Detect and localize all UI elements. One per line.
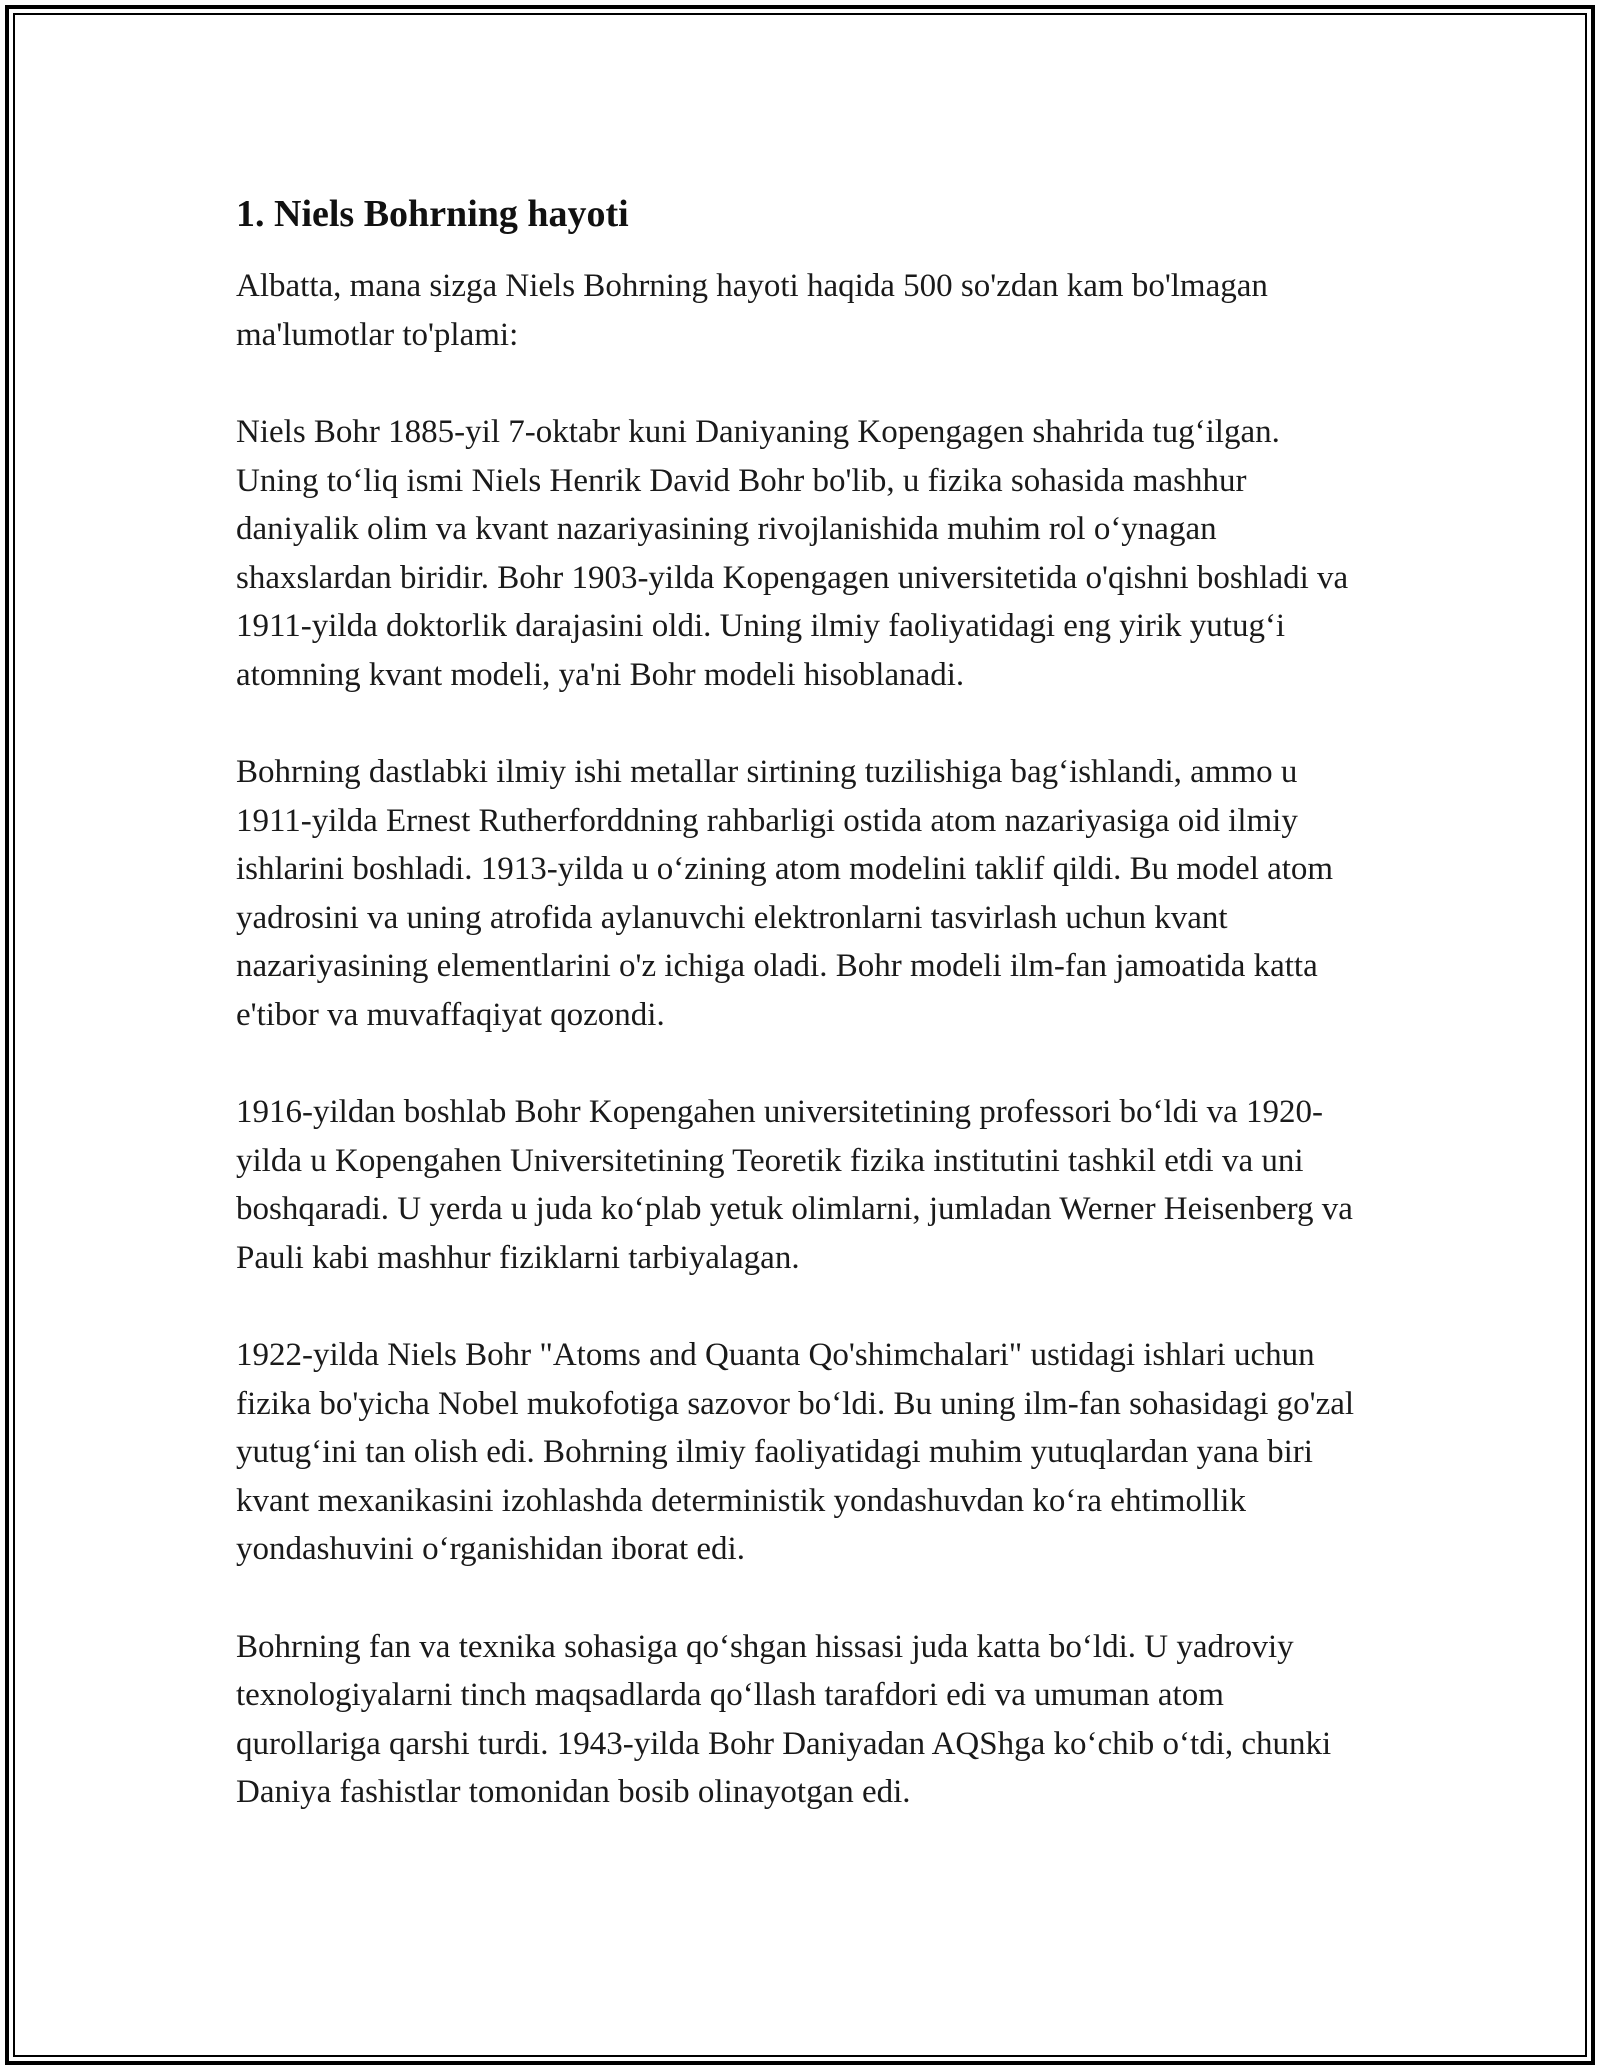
paragraph-intro: Albatta, mana sizga Niels Bohrning hayoti haqida 500 so'zdan kam bo'lmagan ma'lumotlar to'plami:: [236, 268, 1268, 353]
document-title: 1. Niels Bohrning hayoti: [236, 193, 629, 235]
paragraph-contributions: Bohrning fan va texnika sohasiga qo‘shgan hissasi juda katta bo‘ldi. U yadroviy texnologiyalarni tinch maqsadlarda qo‘llash tarafdori edi va umuman atom qurollariga qarshi turdi. 1943-yilda Bohr Daniyadan AQShga ko‘chib o‘tdi, chunki Daniya fashistlar tomonidan bosib olinayotgan edi.: [236, 1628, 1332, 1810]
paragraph-atom-model: Bohrning dastlabki ilmiy ishi metallar sirtining tuzilishiga bag‘ishlandi, ammo u 1911-yilda Ernest Rutherforddning rahbarligi ostida atom nazariyasiga oid ilmiy ishlarini boshladi. 1913-yilda u o‘zining atom modelini taklif qildi. Bu model atom yadrosini va uning atrofida aylanuvchi elektronlarni tasvirlash uchun kvant nazariyasining elementlarini o'z ichiga oladi. Bohr modeli ilm-fan jamoatida katta e'tibor va muvaffaqiyat qozondi.: [236, 754, 1334, 1033]
document-body: [236, 186, 1356, 1866]
paragraph-professorship: 1916-yildan boshlab Bohr Kopengahen universitetining professori bo‘ldi va 1920-yilda u Kopengahen Universitetining Teoretik fizika institutini tashkil etdi va uni boshqaradi. U yerda u juda ko‘plab yetuk olimlarni, jumladan Werner Heisenberg va Pauli kabi mashhur fiziklarni tarbiyalagan.: [236, 1094, 1353, 1276]
paragraph-birth-education: Niels Bohr 1885-yil 7-oktabr kuni Daniyaning Kopengagen shahrida tug‘ilgan. Uning to‘liq ismi Niels Henrik David Bohr bo'lib, u fizika sohasida mashhur daniyalik olim va kvant nazariyasining rivojlanishida muhim rol o‘ynagan shaxslardan biridir. Bohr 1903-yilda Kopengagen universitetida o'qishni boshladi va 1911-yilda doktorlik darajasini oldi. Uning ilmiy faoliyatidagi eng yirik yutug‘i atomning kvant modeli, ya'ni Bohr modeli hisoblanadi.: [236, 414, 1349, 693]
paragraph-nobel-prize: 1922-yilda Niels Bohr "Atoms and Quanta Qo'shimchalari" ustidagi ishlari uchun fizika bo'yicha Nobel mukofotiga sazovor bo‘ldi. Bu uning ilm-fan sohasidagi go'zal yutug‘ini tan olish edi. Bohrning ilmiy faoliyatidagi muhim yutuqlardan yana biri kvant mexanikasini izohlashda deterministik yondashuvdan ko‘ra ehtimollik yondashuvini o‘rganishidan iborat edi.: [236, 1337, 1355, 1567]
